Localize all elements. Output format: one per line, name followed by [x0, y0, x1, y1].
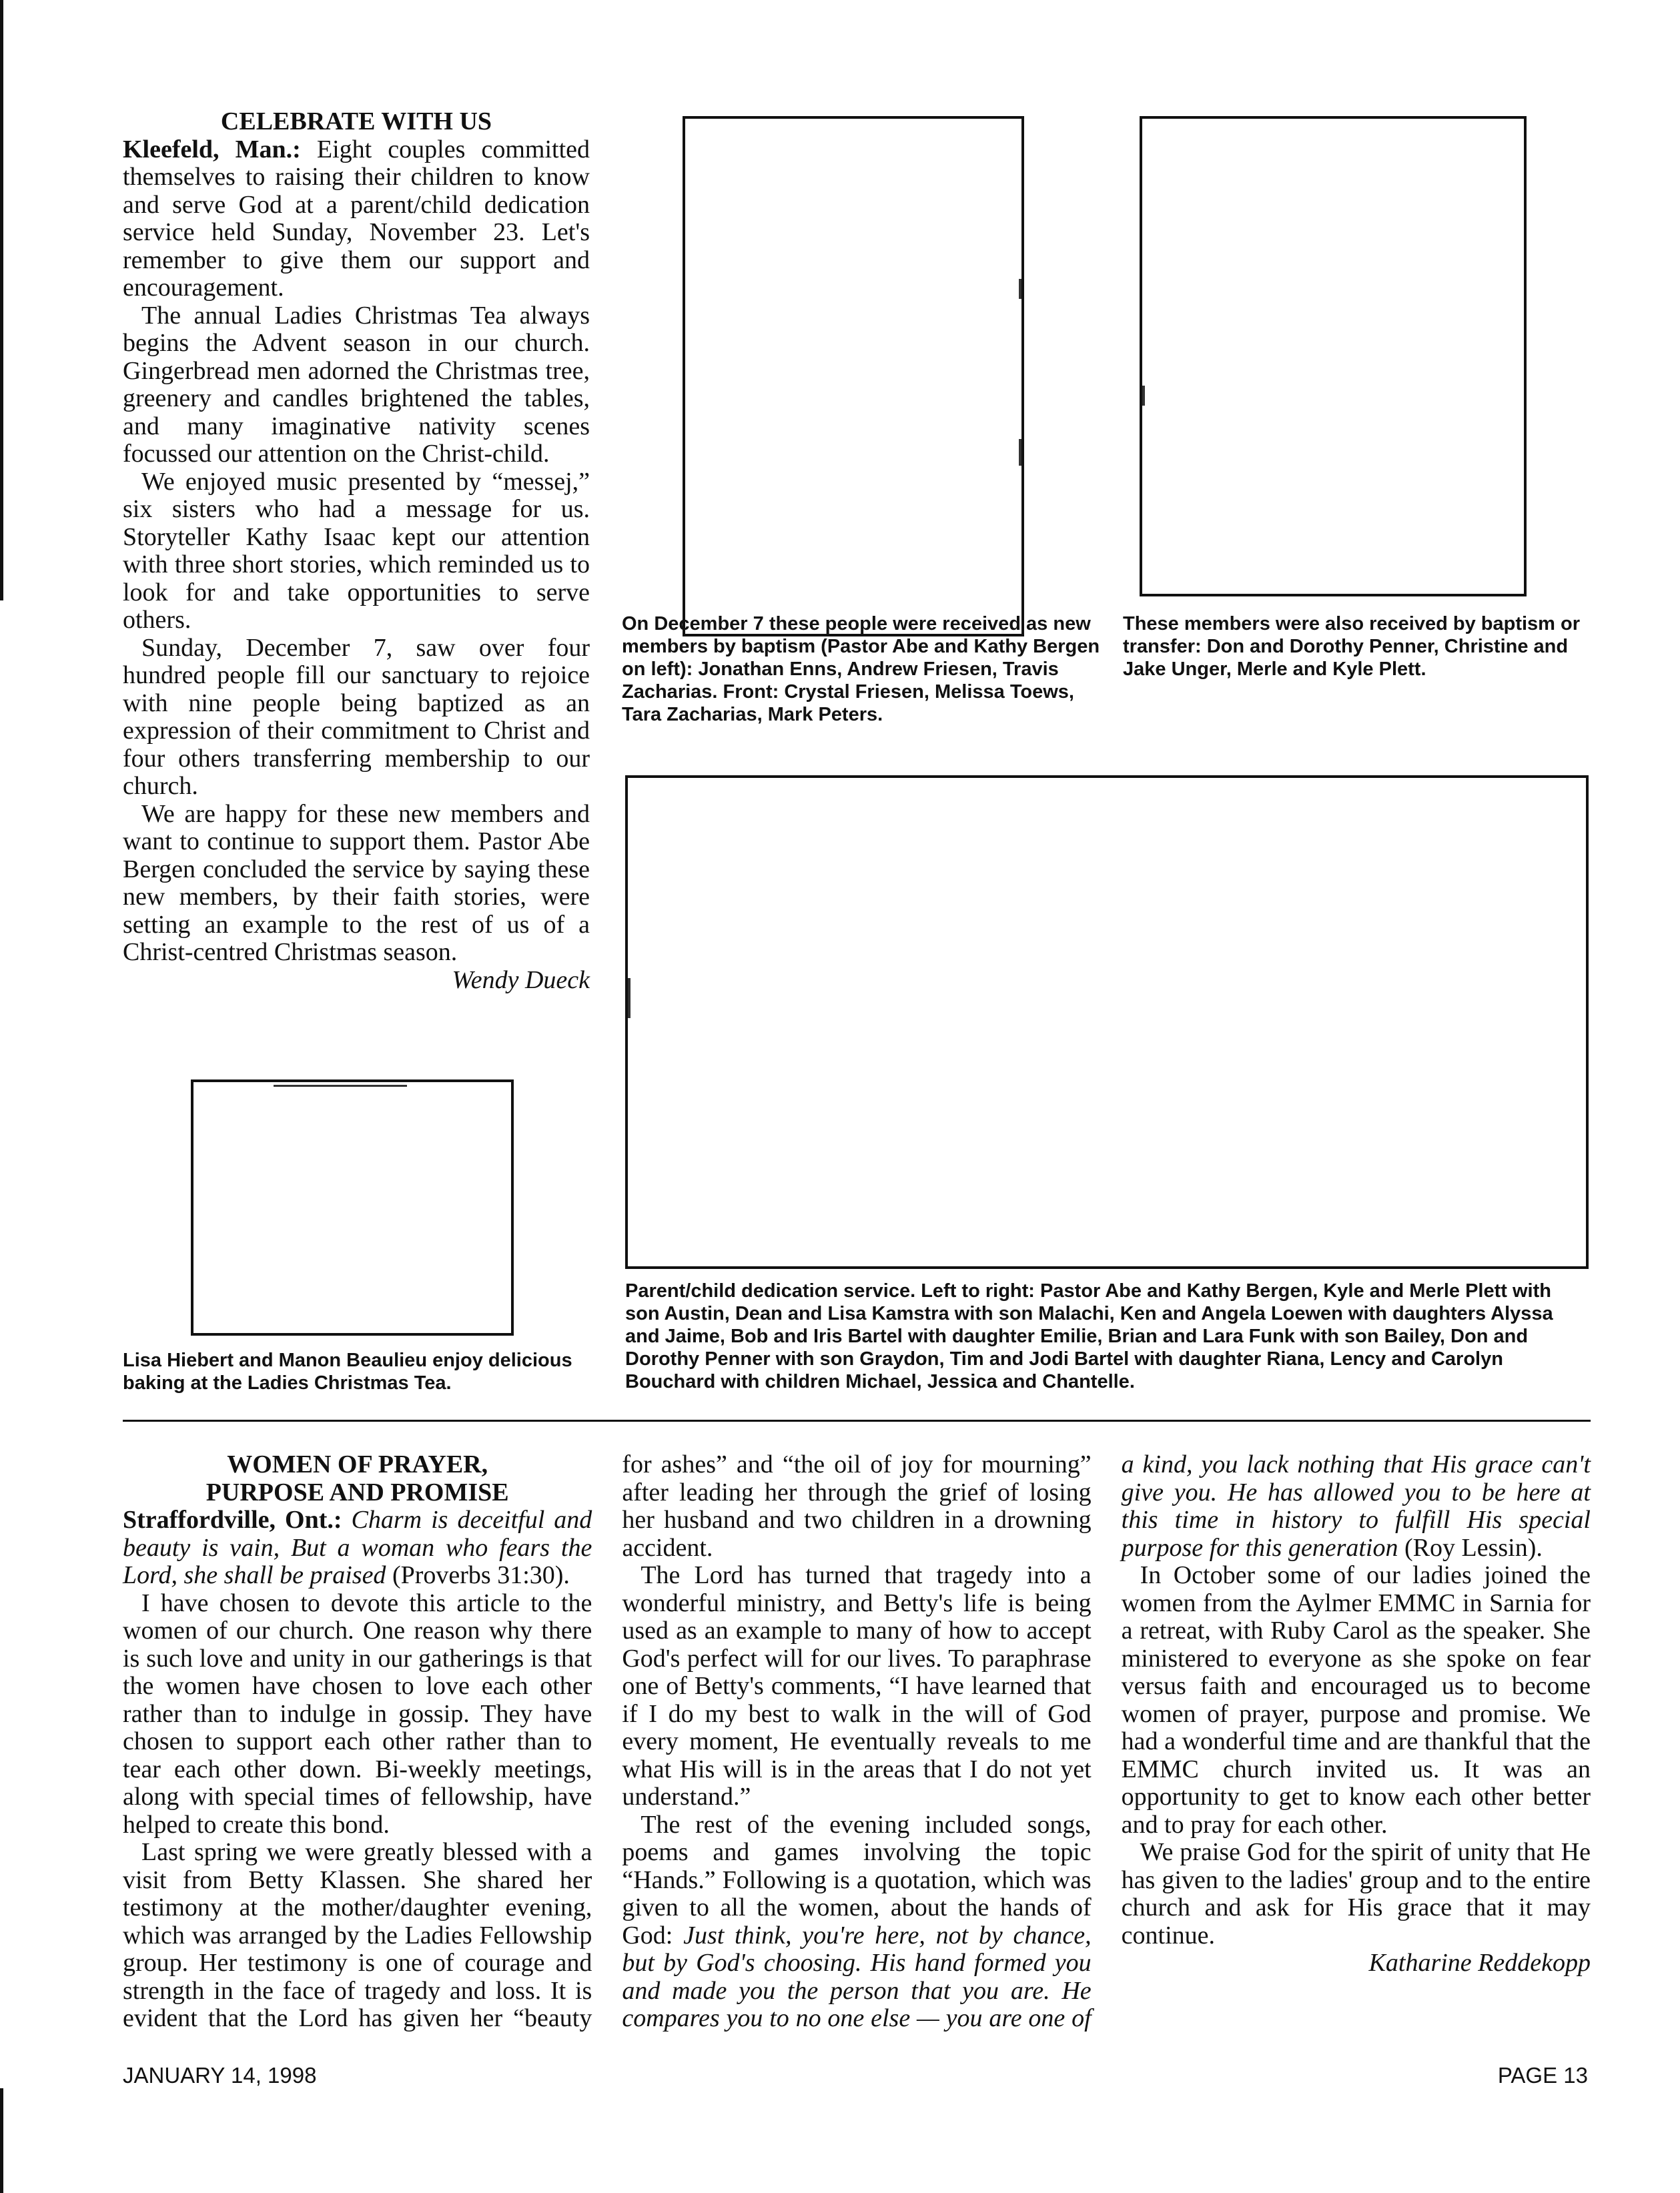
caption-christmas-tea: Lisa Hiebert and Manon Beaulieu enjoy delicious baking at the Ladies Christmas Tea. [123, 1350, 572, 1394]
headline-line-1: WOMEN OF PRAYER, [227, 1450, 488, 1478]
headline-women-of-prayer [123, 1451, 592, 1506]
article-women-of-prayer [123, 1451, 1591, 2052]
article2-paragraph-3: Last spring we were greatly blessed with a visit from Betty Klassen. She shared her testimony at the mother/daughter evening, which was arranged by the Ladies Fellowship group. Her testimony is one of courage and strength in the face of tragedy and loss. It is evident that the Lord has given her “beauty for ashes” and “the oil of joy for mourning” after leading her through the grief of losing her husband and two children in a drowning accident. [123, 1450, 1092, 2032]
scan-edge-top [0, 0, 3, 600]
section-divider [123, 1420, 1591, 1422]
headline-line-2: PURPOSE AND PROMISE [205, 1478, 509, 1506]
dateline-straffordville: Straffordville, Ont.: [123, 1506, 342, 1534]
article-celebrate [123, 108, 590, 994]
photo-baptism [683, 116, 1024, 636]
footer-date: JANUARY 14, 1998 [123, 2063, 317, 2088]
article1-paragraph-4: Sunday, December 7, saw over four hundred people fill our sanctuary to rejoice with nine people being baptized as an expression of their commitment to Christ and four others transferring membership to our church. [123, 633, 590, 800]
hands-intro: The rest of the evening included songs, poems and games involving the topic “Hands.” Following is a quotation, which was given to all the women, about the hands of God: [622, 1810, 1092, 1949]
article2-paragraph-7: We praise God for the spirit of unity that He has given to the ladies' group and to the entire church and ask for His grace that it may continue. [1121, 1838, 1591, 1949]
article2-paragraph-4: The Lord has turned that tragedy into a wonderful ministry, and Betty's life is being used as an example to many of how to accept God's perfect will for our lives. To paraphrase one of Betty's comments, “I have learned that if I do my best to walk in the will of God every moment, He eventually reveals to me what His will is in the areas that I do not yet understand.” [622, 1561, 1092, 1811]
caption-dedication: Parent/child dedication service. Left to right: Pastor Abe and Kathy Bergen, Kyle and Merle Plett with son Austin, Dean and Lisa Kamstra with son Malachi, Ken and Angela Loewen with daughters Alyssa and Jaime, Bob and Iris Bartel with daughter Emilie, Brian and Lara Funk with son Bailey, Don and Dorothy Penner with son Graydon, Tim and Jodi Bartel with daughter Riana, Lency and Carolyn Bouchard with children Michael, Jessica and Chantelle. [625, 1280, 1553, 1392]
article1-p1-text: Eight couples committed themselves to raising their children to know and serve God at a parent/child dedication service held Sunday, November 23. Let's remember to give them our support and encouragement. [123, 135, 590, 302]
byline-katharine-reddekopp: Katharine Reddekopp [1368, 1949, 1591, 1977]
photo-dedication [625, 775, 1589, 1269]
article2-paragraph-6: In October some of our ladies joined the women from the Aylmer EMMC in Sarnia for a retreat, with Ruby Carol as the speaker. She ministered to everyone as she spoke on fear versus faith and encouraged us to become women of prayer, purpose and promise. We had a wonderful time and are thankful that the EMMC church invited us. It was an opportunity to get to know each other better and to pray for each other. [1121, 1561, 1591, 1839]
article1-paragraph-3: We enjoyed music presented by “messej,” six sisters who had a message for us. Storyteller Kathy Isaac kept our attention with three short stories, which reminded us to look for and take opportunities to serve others. [123, 467, 590, 634]
article1-paragraph-2: The annual Ladies Christmas Tea always begins the Advent season in our church. Gingerbread men adorned the Christmas tree, greenery and candles brightened the tables, and many imaginative nativity scenes focussed our attention on the Christ-child. [123, 301, 590, 468]
caption-baptism: On December 7 these people were received as new members by baptism (Pastor Abe and Kathy Bergen on left): Jonathan Enns, Andrew Friesen, Travis Zacharias. Front: Crystal Friesen, Melissa Toews, Tara Zacharias, Mark Peters. [622, 613, 1100, 725]
byline-wendy-dueck: Wendy Dueck [452, 965, 590, 994]
footer-page-number: PAGE 13 [1497, 2063, 1588, 2088]
article2-paragraph-1 [123, 1506, 592, 1590]
headline-celebrate: CELEBRATE WITH US [220, 107, 492, 135]
scan-edge-bottom [0, 2088, 3, 2193]
hands-quotation: Just think, you're here, not by chance, but by God's choosing. His hand formed you and made you the person that you are. He compares you to no one else — you are one of a kind, you lack nothing that His grace can't give you. He has allowed you to be here at this time in history to fulfill His special purpose for this generation [622, 1450, 1591, 2032]
dateline-kleefeld: Kleefeld, Man.: [123, 135, 301, 163]
article1-paragraph-1 [123, 136, 590, 302]
verse-reference: (Proverbs 31:30). [386, 1561, 570, 1589]
proverbs-verse: Charm is deceitful and beauty is vain, But a woman who fears the Lord, she shall be praised [123, 1506, 592, 1589]
article2-paragraph-2: I have chosen to devote this article to the women of our church. One reason why there is such love and unity in our gatherings is that the women have chosen to love each other rather than to indulge in gossip. They have chosen to support each other rather than to tear each other down. Bi-weekly meetings, along with special times of fellowship, have helped to create this bond. [123, 1589, 592, 1839]
quotation-attribution: (Roy Lessin). [1398, 1533, 1543, 1562]
photo-christmas-tea [191, 1079, 514, 1336]
photo-transfer [1140, 116, 1527, 596]
article1-paragraph-5: We are happy for these new members and want to continue to support them. Pastor Abe Bergen concluded the service by saying these new members, by their faith stories, were setting an example to the rest of us of a Christ-centred Christmas season. [123, 799, 590, 966]
caption-transfer: These members were also received by baptism or transfer: Don and Dorothy Penner, Christine and Jake Unger, Merle and Kyle Plett. [1123, 613, 1581, 680]
